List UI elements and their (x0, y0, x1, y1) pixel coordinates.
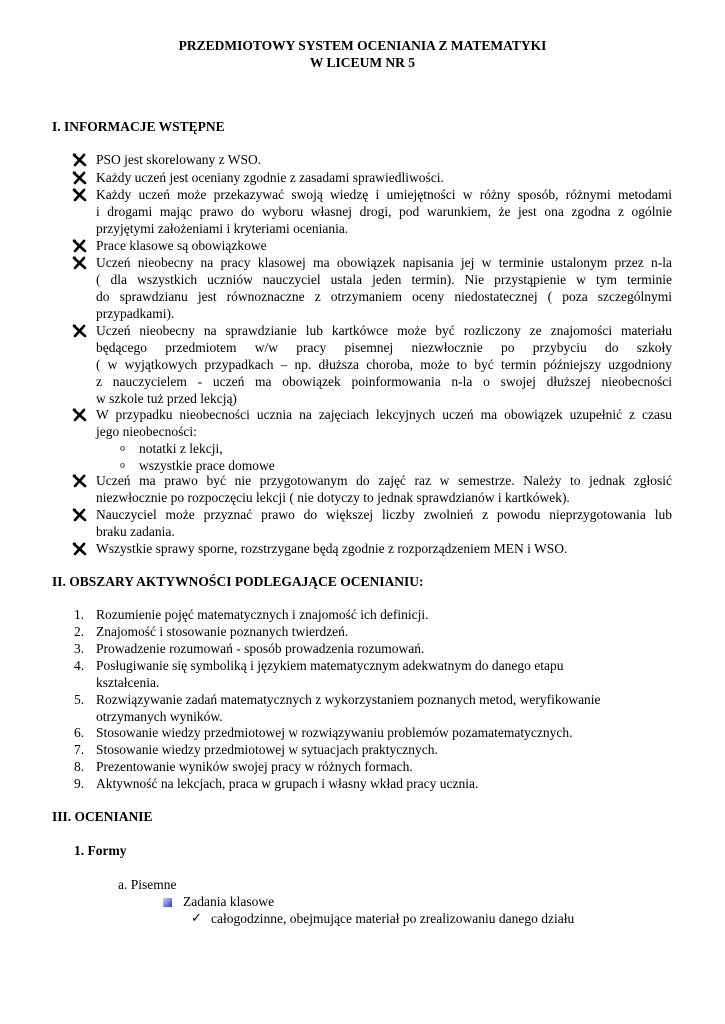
list-item-text: przypadkami). (96, 306, 175, 322)
page-subtitle: W LICEUM NR 5 (309, 55, 416, 70)
list-item-text: Każdy uczeń może przekazywać swoją wiedzę i umiejętności w różny sposób, różnymi metodami (96, 187, 672, 202)
sub-item-text: wszystkie prace domowe (139, 458, 275, 474)
list-item-text: Rozwiązywanie zadań matematycznych z wykorzystaniem poznanych metod, weryfikowanie (96, 692, 601, 707)
list-item-text: Prezentowanie wyników swojej pracy w różnych formach. (96, 759, 413, 774)
list-number: 9. (74, 776, 85, 791)
list-item-text: będącego przedmiotem w/w pracy pisemnej niezwłocznie po przybyciu do szkoły (96, 340, 672, 356)
page-title: PRZEDMIOTOWY SYSTEM OCENIANIA Z MATEMATYKI (178, 38, 547, 53)
list-item-text: przyjętymi założeniami i kryteriami oceniania. (96, 221, 349, 237)
list-item-text: otrzymanych wyników. (96, 709, 223, 725)
list-item-text: Znajomość i stosowanie poznanych twierdzeń. (96, 624, 349, 639)
cross-bullet-icon (72, 542, 90, 558)
list-item-text: Posługiwanie się symboliką i językiem matematycznym adekwatnym do danego etapu (96, 658, 564, 673)
subsection-item: a. Pisemne (118, 877, 177, 892)
list-item-text: W przypadku nieobecności ucznia na zajęciach lekcyjnych uczeń ma obowiązek uzupełnić z czasu (96, 407, 672, 422)
list-number: 8. (74, 759, 85, 774)
list-item-text: z nauczycielem - uczeń ma obowiązek poinformowania n-la o swojej dłuższej nieobecności (96, 374, 672, 390)
list-item-text: Nauczyciel może przyznać prawo do większej liczby zwolnień z powodu nieprzygotowania lub (96, 507, 672, 522)
list-item-text: Prace klasowe są obowiązkowe (96, 238, 267, 253)
list-number: 4. (74, 658, 85, 673)
cross-bullet-icon (72, 153, 90, 169)
cross-bullet-icon (72, 508, 90, 524)
cross-bullet-icon (72, 474, 90, 490)
list-item-text: Stosowanie wiedzy przedmiotowej w sytuacjach praktycznych. (96, 742, 438, 757)
list-item-text: kształcenia. (96, 675, 160, 691)
circle-bullet-icon: o (120, 443, 125, 455)
list-item-text: Uczeń nieobecny na sprawdzianie lub kartkówce może być rozliczony ze znajomości materiału (96, 323, 672, 338)
list-item-text: Rozumienie pojęć matematycznych i znajomość ich definicji. (96, 607, 429, 622)
check-icon: ✓ (191, 911, 202, 926)
list-item-text: PSO jest skorelowany z WSO. (96, 152, 262, 167)
circle-bullet-icon: o (120, 460, 125, 472)
subsection-heading: 1. Formy (74, 843, 127, 858)
list-item-text: i drogami mając prawo do wyboru własnej drogi, pod warunkiem, że jest ona zgodna z ogólnie (96, 204, 672, 220)
cross-bullet-icon (72, 188, 90, 204)
list-item-text: Uczeń nieobecny na pracy klasowej ma obowiązek napisania jej w terminie ustalonym przez n-la (96, 255, 672, 270)
list-number: 5. (74, 692, 85, 707)
cross-bullet-icon (72, 239, 90, 255)
list-item-text: Prowadzenie rozumowań - sposób prowadzenia rozumowań. (96, 641, 425, 656)
cross-bullet-icon (72, 256, 90, 272)
list-item-text: ( w wyjątkowych przypadkach – np. dłuższa choroba, może to być termin późniejszy uzgodniony (96, 357, 672, 373)
list-item-text: Aktywność na lekcjach, praca w grupach i własny wkład pracy ucznia. (96, 776, 479, 791)
square-bullet-icon (163, 898, 172, 907)
list-item-text: Uczeń ma prawo być nie przygotowanym do zajęć raz w semestrze. Należy to jednak zgłosić (96, 473, 672, 488)
list-item-text: niezwłocznie po rozpoczęciu lekcji ( nie dotyczy to jednak sprawdzianów i kartkówek). (96, 490, 570, 506)
list-number: 7. (74, 742, 85, 757)
section-heading: III. OCENIANIE (52, 809, 153, 824)
section-heading: II. OBSZARY AKTYWNOŚCI PODLEGAJĄCE OCENIANIU: (52, 574, 424, 589)
list-item-text: do sprawdzianu jest równoznaczne z otrzymaniem oceny niedostatecznej ( poza szczególnymi (96, 289, 672, 305)
check-item-text: całogodzinne, obejmujące materiał po zrealizowaniu danego działu (211, 911, 575, 926)
list-item-text: w szkole tuż przed lekcją) (96, 391, 237, 407)
cross-bullet-icon (72, 324, 90, 340)
list-item-text: Każdy uczeń jest oceniany zgodnie z zasadami sprawiedliwości. (96, 170, 444, 185)
square-item-text: Zadania klasowe (183, 894, 275, 909)
sub-item-text: notatki z lekcji, (139, 441, 223, 457)
list-number: 2. (74, 624, 85, 639)
list-number: 6. (74, 725, 85, 740)
list-item-text: Stosowanie wiedzy przedmiotowej w rozwiązywaniu problemów pozamatematycznych. (96, 725, 573, 740)
cross-bullet-icon (72, 408, 90, 424)
list-item-text: braku zadania. (96, 524, 175, 540)
list-number: 1. (74, 607, 85, 622)
list-item-text: Wszystkie sprawy sporne, rozstrzygane będą zgodnie z rozporządzeniem MEN i WSO. (96, 541, 568, 556)
section-heading: I. INFORMACJE WSTĘPNE (52, 119, 225, 134)
list-number: 3. (74, 641, 85, 656)
cross-bullet-icon (72, 171, 90, 187)
list-item-text: ( dla wszystkich uczniów nauczyciel ustala jeden termin). Nie przystąpienie w tym terminie (96, 272, 672, 288)
list-item-text: jego nieobecności: (96, 424, 197, 440)
